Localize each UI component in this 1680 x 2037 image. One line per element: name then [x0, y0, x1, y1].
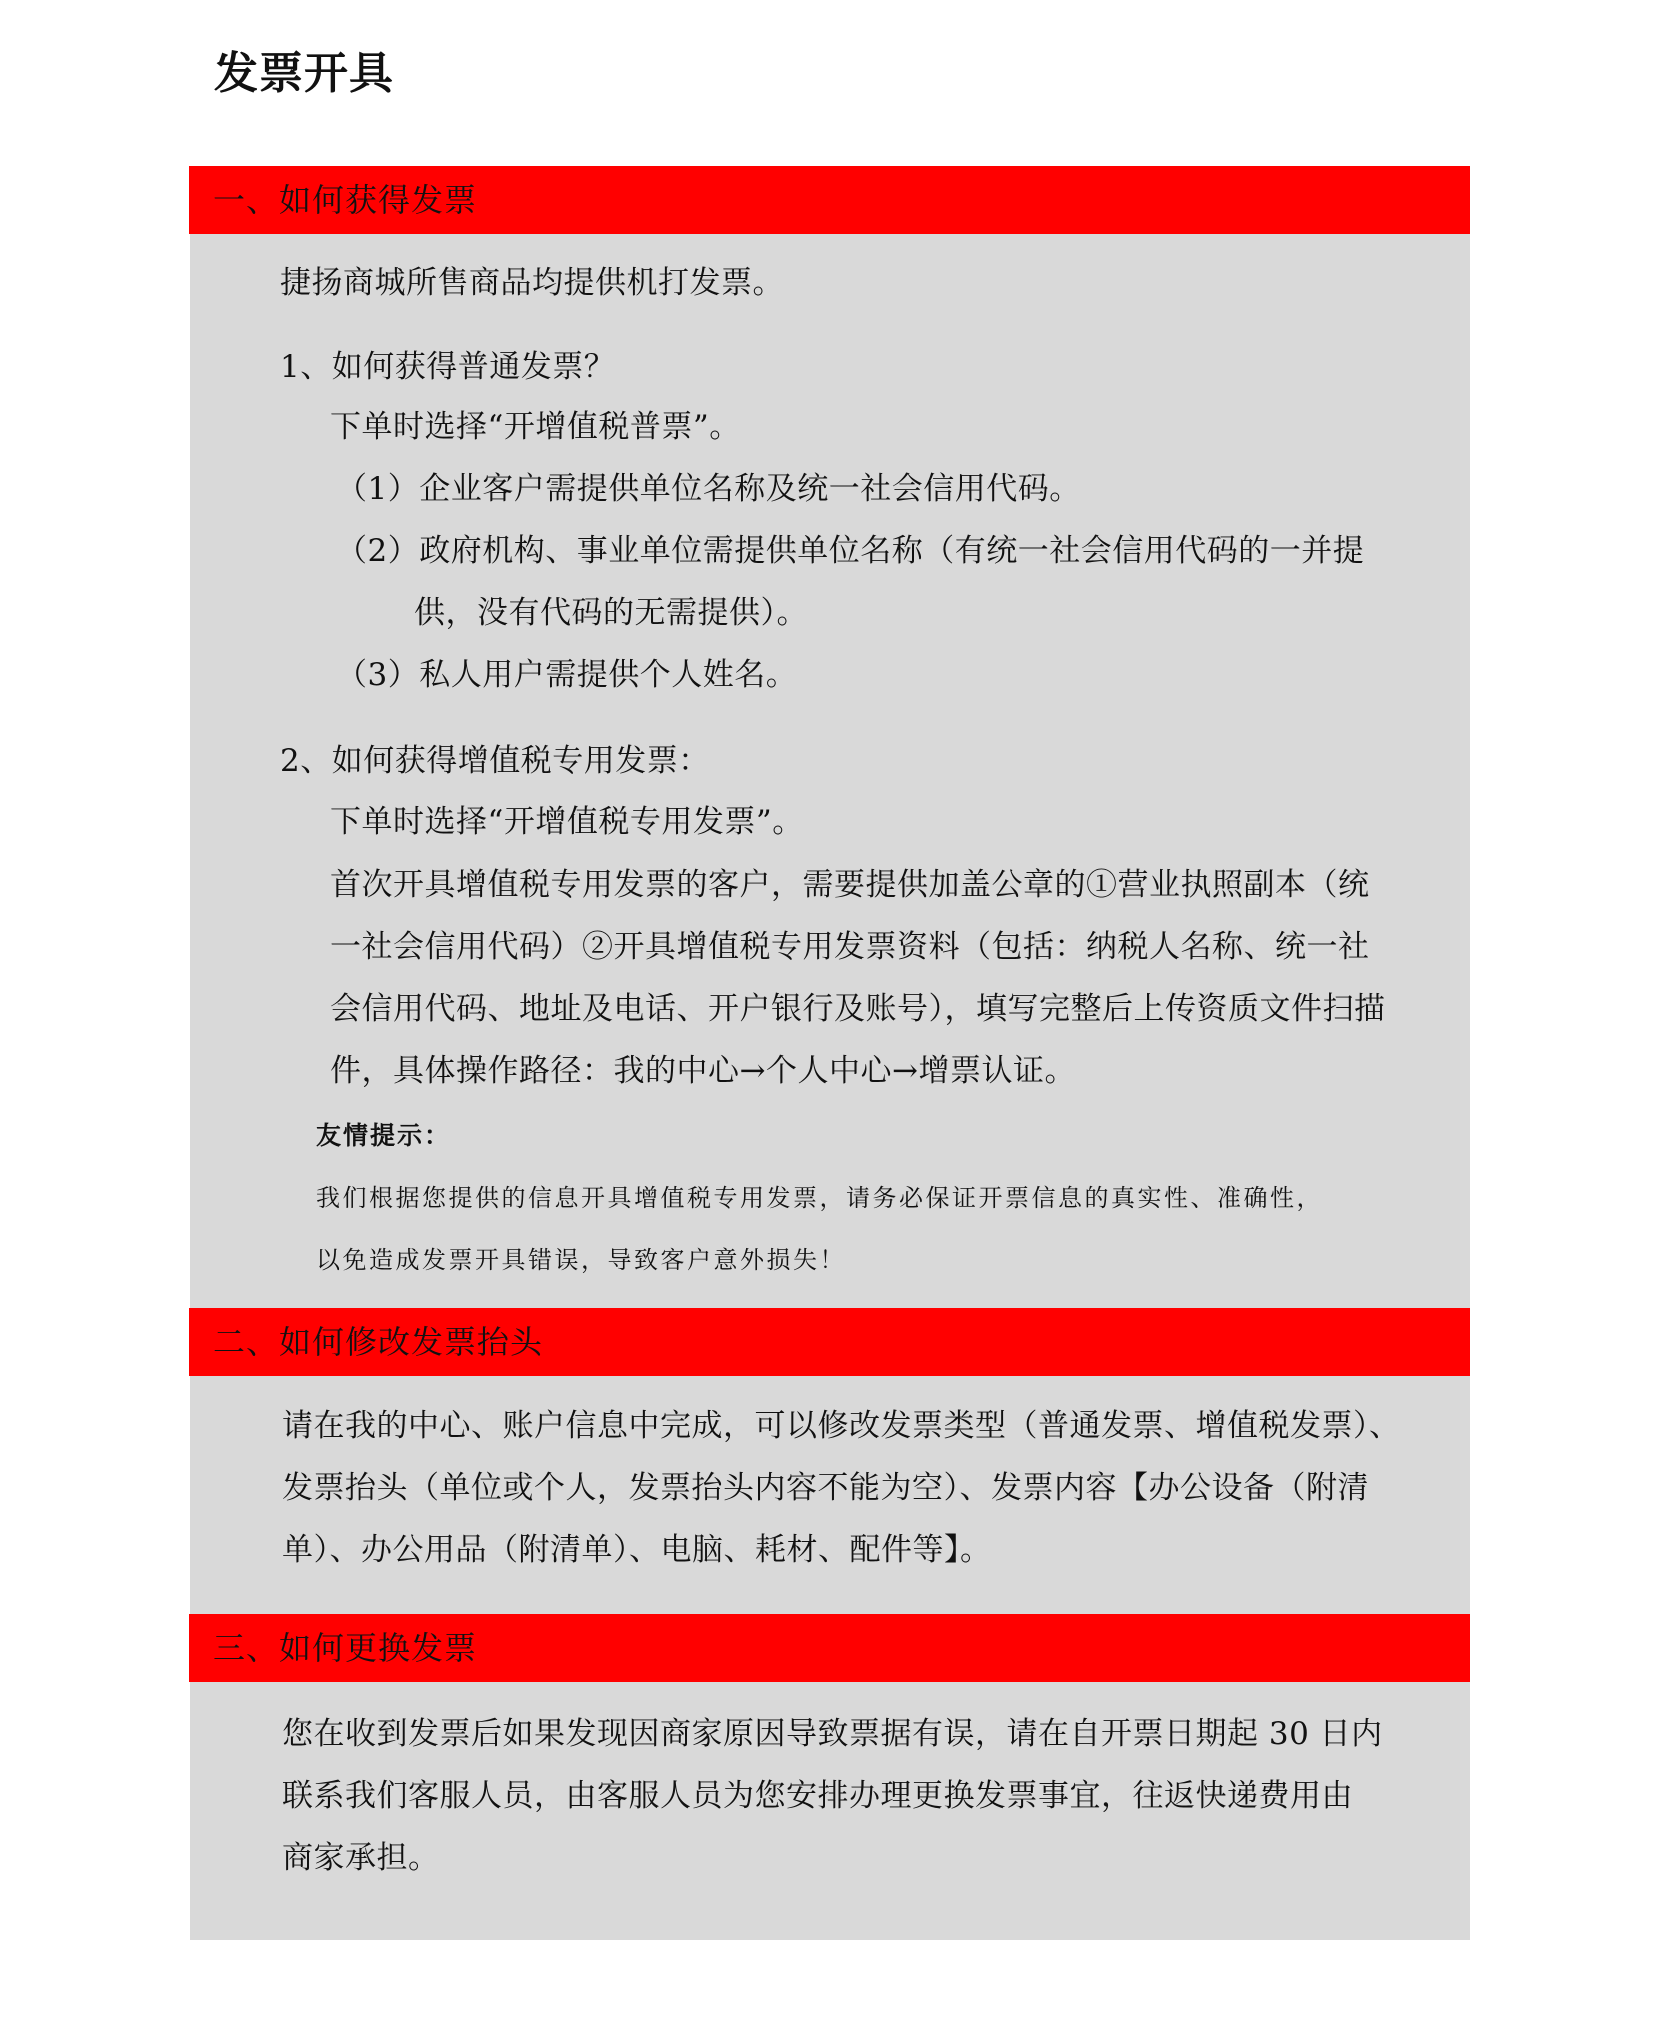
section-header-label: 一、如何获得发票: [213, 181, 478, 219]
modify-text-line: 单）、办公用品（附清单）、电脑、耗材、配件等】。: [282, 1532, 992, 1568]
friendly-tip-line: 以免造成发票开具错误，导致客户意外损失！: [316, 1246, 846, 1274]
friendly-tip-title: 友情提示：: [316, 1121, 452, 1150]
friendly-tip-line: 我们根据您提供的信息开具增值税专用发票，请务必保证开票信息的真实性、准确性，: [316, 1184, 1323, 1212]
replace-text-line: 商家承担。: [282, 1840, 440, 1876]
point-enterprise: （1）企业客户需提供单位名称及统一社会信用代码。: [336, 471, 1081, 507]
item-select-vat: 下单时选择“开增值税专用发票”。: [330, 804, 804, 840]
vat-requirement-line: 件，具体操作路径：我的中心→个人中心→增票认证。: [330, 1053, 1076, 1089]
vat-requirement-line: 会信用代码、地址及电话、开户银行及账号），填写完整后上传资质文件扫描: [330, 991, 1386, 1027]
vat-requirement-line: 一社会信用代码）②开具增值税专用发票资料（包括：纳税人名称、统一社: [330, 929, 1370, 965]
section-header-modify-invoice-title: [189, 1308, 1470, 1376]
replace-text-line: 您在收到发票后如果发现因商家原因导致票据有误，请在自开票日期起 30 日内: [282, 1716, 1383, 1752]
modify-text-line: 请在我的中心、账户信息中完成，可以修改发票类型（普通发票、增值税发票）、: [282, 1408, 1401, 1444]
replace-text-line: 联系我们客服人员，由客服人员为您安排办理更换发票事宜，往返快递费用由: [282, 1778, 1353, 1814]
vat-requirement-line: 首次开具增值税专用发票的客户，需要提供加盖公章的①营业执照副本（统: [330, 867, 1370, 903]
point-personal: （3）私人用户需提供个人姓名。: [336, 657, 798, 693]
page-title: 发票开具: [214, 48, 394, 99]
modify-text-line: 发票抬头（单位或个人，发票抬头内容不能为空）、发票内容【办公设备（附清: [282, 1470, 1369, 1506]
section-header-how-to-get-invoice: [189, 166, 1470, 234]
item-heading-ordinary-invoice: 1、如何获得普通发票？: [280, 349, 616, 385]
point-government-cont: 供，没有代码的无需提供）。: [414, 595, 808, 631]
section-header-label: 二、如何修改发票抬头: [213, 1323, 544, 1361]
item-heading-vat-invoice: 2、如何获得增值税专用发票：: [280, 743, 710, 779]
intro-text: 捷扬商城所售商品均提供机打发票。: [280, 265, 784, 301]
section-header-label: 三、如何更换发票: [213, 1629, 478, 1667]
section-header-replace-invoice: [189, 1614, 1470, 1682]
point-government: （2）政府机构、事业单位需提供单位名称（有统一社会信用代码的一并提: [336, 533, 1365, 569]
item-select-ordinary: 下单时选择“开增值税普票”。: [330, 409, 741, 445]
